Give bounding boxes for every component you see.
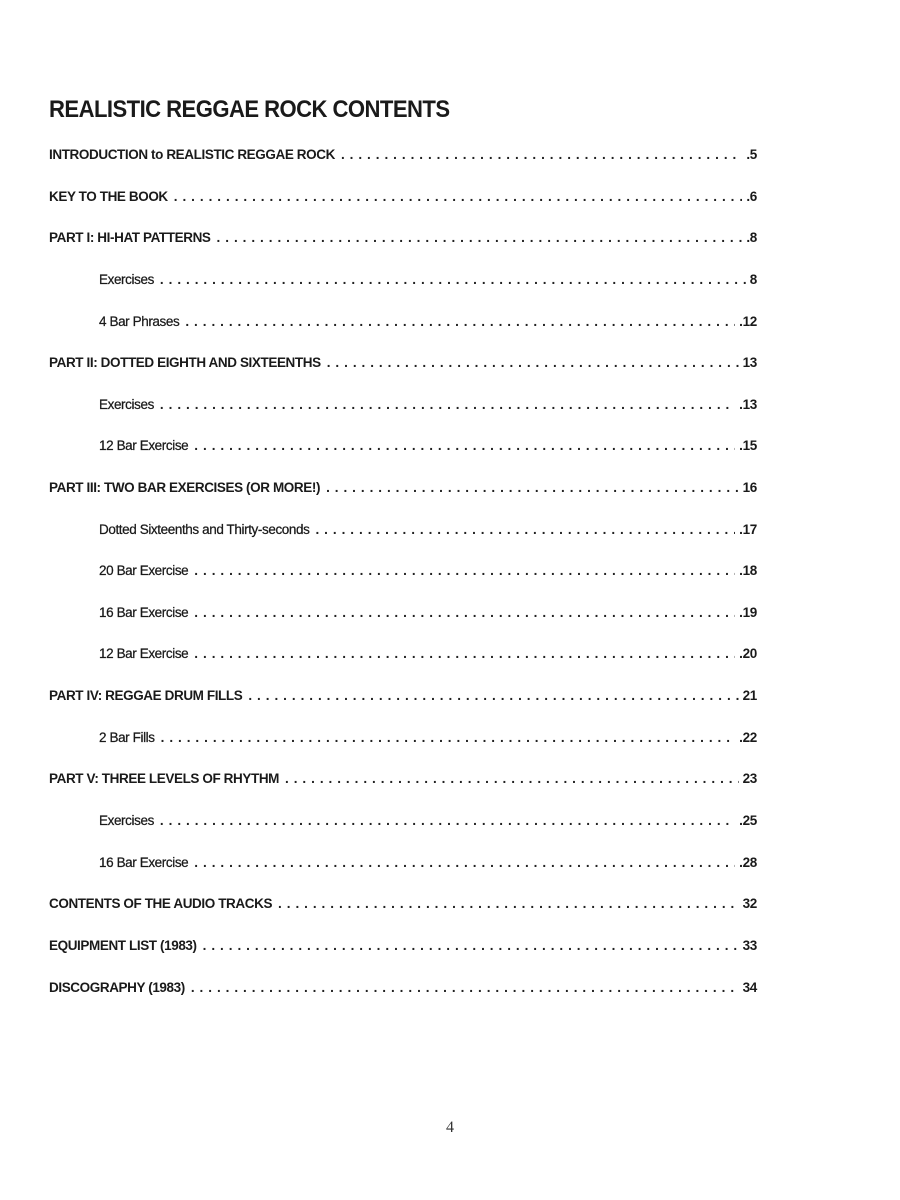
- toc-entry-discography[interactable]: [49, 980, 757, 1002]
- toc-dot-leader: [315, 522, 735, 537]
- toc-page-number: 21: [742, 688, 757, 703]
- toc-dot-leader: [191, 980, 739, 995]
- toc-dot-leader: [194, 563, 735, 578]
- toc-entry-part-5[interactable]: [49, 771, 757, 793]
- toc-page-number: 32: [742, 896, 757, 911]
- toc-entry-20-bar-exercise[interactable]: [99, 563, 757, 585]
- toc-page-number: .17: [739, 522, 757, 537]
- toc-entry-label: PART IV: REGGAE DRUM FILLS: [49, 688, 243, 703]
- page-title: REALISTIC REGGAE ROCK CONTENTS: [49, 96, 450, 123]
- toc-dot-leader: [194, 605, 735, 620]
- toc-entry-introduction[interactable]: [49, 147, 757, 169]
- toc-page-number: 34: [742, 980, 757, 995]
- toc-entry-label: 12 Bar Exercise: [99, 438, 189, 453]
- toc-dot-leader: [217, 230, 743, 245]
- toc-entry-label: EQUIPMENT LIST (1983): [49, 938, 197, 953]
- toc-entry-equipment-list[interactable]: [49, 938, 757, 960]
- toc-entry-label: PART II: DOTTED EIGHTH AND SIXTEENTHS: [49, 355, 321, 370]
- toc-entry-label: 20 Bar Exercise: [99, 563, 189, 578]
- toc-entry-part-1[interactable]: [49, 230, 757, 252]
- toc-dot-leader: [194, 438, 735, 453]
- toc-entry-part-1-exercises[interactable]: [99, 272, 757, 294]
- toc-page-number: 16: [742, 480, 757, 495]
- toc-entry-label: 16 Bar Exercise: [99, 605, 189, 620]
- toc-dot-leader: [248, 688, 738, 703]
- toc-dot-leader: [203, 938, 739, 953]
- toc-entry-label: 4 Bar Phrases: [99, 314, 180, 329]
- toc-dot-leader: [160, 813, 735, 828]
- toc-dot-leader: [160, 272, 746, 287]
- toc-page-number: .6: [746, 189, 757, 204]
- toc-entry-part-2-exercises[interactable]: [99, 397, 757, 419]
- toc-entry-label: Exercises: [99, 397, 154, 412]
- toc-entry-label: INTRODUCTION to REALISTIC REGGAE ROCK: [49, 147, 335, 162]
- toc-entry-12-bar-exercise-2[interactable]: [99, 646, 757, 668]
- toc-entry-label: PART V: THREE LEVELS OF RHYTHM: [49, 771, 280, 786]
- toc-entry-label: 16 Bar Exercise: [99, 855, 189, 870]
- toc-page-number: .15: [739, 438, 757, 453]
- toc-page-number: .22: [739, 730, 757, 745]
- toc-dot-leader: [174, 189, 743, 204]
- toc-page-number: 23: [742, 771, 757, 786]
- toc-entry-12-bar-exercise[interactable]: [99, 438, 757, 460]
- toc-page-number: .13: [739, 397, 757, 412]
- toc-entry-part-3[interactable]: [49, 480, 757, 502]
- toc-dot-leader: [160, 397, 735, 412]
- page-number: 4: [446, 1119, 454, 1136]
- toc-entry-2-bar-fills[interactable]: [99, 730, 757, 752]
- toc-entry-4-bar-phrases[interactable]: [99, 314, 757, 336]
- toc-entry-label: DISCOGRAPHY (1983): [49, 980, 185, 995]
- toc-dot-leader: [285, 771, 739, 786]
- toc-entry-label: PART I: HI-HAT PATTERNS: [49, 230, 211, 245]
- toc-dot-leader: [185, 314, 735, 329]
- toc-dot-leader: [194, 855, 735, 870]
- toc-page-number: .19: [739, 605, 757, 620]
- toc-dot-leader: [278, 896, 739, 911]
- toc-entry-key-to-the-book[interactable]: [49, 189, 757, 211]
- toc-page-number: .12: [739, 314, 757, 329]
- toc-dot-leader: [341, 147, 742, 162]
- toc-entry-label: Exercises: [99, 813, 154, 828]
- toc-dot-leader: [161, 730, 736, 745]
- toc-page-number: .5: [746, 147, 757, 162]
- toc-entry-label: 12 Bar Exercise: [99, 646, 189, 661]
- toc-dot-leader: [326, 480, 739, 495]
- toc-entry-label: PART III: TWO BAR EXERCISES (OR MORE!): [49, 480, 321, 495]
- toc-entry-part-5-exercises[interactable]: [99, 813, 757, 835]
- toc-entry-16-bar-exercise[interactable]: [99, 605, 757, 627]
- toc-entry-dotted-sixteenths[interactable]: [99, 522, 757, 544]
- toc-dot-leader: [194, 646, 735, 661]
- toc-entry-audio-tracks[interactable]: [49, 896, 757, 918]
- toc-entry-label: Exercises: [99, 272, 154, 287]
- toc-entry-16-bar-exercise-2[interactable]: [99, 855, 757, 877]
- toc-page-number: .18: [739, 563, 757, 578]
- toc-entry-part-2[interactable]: [49, 355, 757, 377]
- toc-page-number: .20: [739, 646, 757, 661]
- toc-entry-part-4[interactable]: [49, 688, 757, 710]
- toc-dot-leader: [327, 355, 739, 370]
- toc-page-number: .8: [746, 230, 757, 245]
- toc-page-number: .25: [739, 813, 757, 828]
- toc-entry-label: Dotted Sixteenths and Thirty-seconds: [99, 522, 310, 537]
- toc-entry-label: CONTENTS OF THE AUDIO TRACKS: [49, 896, 273, 911]
- toc-page-number: 33: [742, 938, 757, 953]
- toc-page-number: 8: [749, 272, 757, 287]
- toc-entry-label: KEY TO THE BOOK: [49, 189, 168, 204]
- toc-entry-label: 2 Bar Fills: [99, 730, 155, 745]
- toc-page-number: 13: [742, 355, 757, 370]
- toc-page-number: .28: [739, 855, 757, 870]
